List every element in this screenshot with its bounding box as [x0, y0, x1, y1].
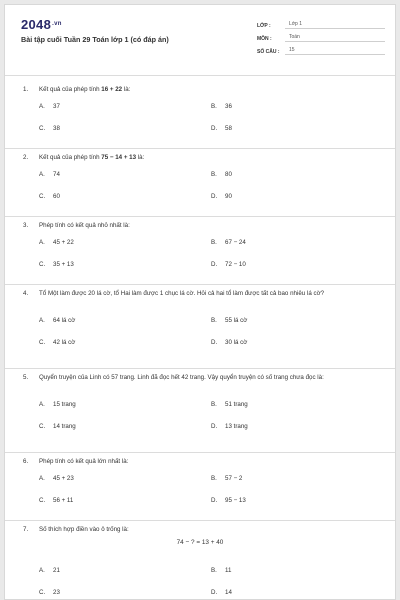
question-stem [23, 457, 381, 467]
answer-option-c[interactable] [39, 193, 60, 200]
worksheet-meta [257, 18, 385, 57]
option-letter: B. [211, 317, 217, 324]
answer-option-c[interactable] [39, 423, 76, 430]
option-text: 80 [225, 171, 232, 178]
option-letter: D. [211, 589, 218, 596]
meta-value: Lớp 1 [285, 21, 385, 29]
option-text: 36 [225, 103, 232, 110]
option-letter: C. [39, 125, 46, 132]
question-number: 3. [23, 222, 29, 229]
answer-option-d[interactable] [211, 193, 232, 200]
question-text [39, 289, 381, 299]
question-text [39, 221, 381, 231]
answer-option-c[interactable] [39, 497, 73, 504]
option-text: 51 trang [225, 401, 248, 408]
option-text: 15 trang [53, 401, 76, 408]
meta-value: 15 [285, 47, 385, 55]
meta-label: MÔN : [257, 36, 272, 42]
question-1 [5, 81, 395, 149]
meta-label: LỚP : [257, 23, 271, 29]
answer-option-a[interactable] [39, 567, 60, 574]
question-stem [23, 221, 381, 231]
option-text: 56 + 11 [53, 497, 74, 504]
option-text: 58 [225, 125, 232, 132]
question-text [39, 457, 381, 467]
answer-option-d[interactable] [211, 339, 247, 346]
option-letter: D. [211, 423, 218, 430]
answer-option-a[interactable] [39, 171, 60, 178]
logo-number: 2048 [21, 17, 52, 32]
question-number: 7. [23, 526, 29, 533]
option-text: 64 lá cờ [53, 317, 76, 324]
header-divider [5, 75, 395, 76]
question-3 [5, 217, 395, 285]
option-text: 21 [53, 567, 60, 574]
answer-option-a[interactable] [39, 317, 75, 324]
option-letter: B. [211, 401, 217, 408]
question-stem [23, 525, 381, 535]
option-text: 67 − 24 [225, 239, 246, 246]
question-6 [5, 453, 395, 521]
option-letter: C. [39, 193, 46, 200]
option-text: 45 + 23 [53, 475, 74, 482]
option-text: 60 [53, 193, 60, 200]
question-text-pre: Phép tính có kết quả nhỏ nhất là: [39, 222, 130, 229]
option-text: 23 [53, 589, 60, 596]
answer-option-b[interactable] [211, 401, 248, 408]
answer-option-d[interactable] [211, 261, 246, 268]
question-expression: 74 − ? = 13 + 40 [176, 539, 224, 546]
answer-option-a[interactable] [39, 103, 60, 110]
question-text-pre: Kết quả của phép tính [39, 154, 102, 161]
answer-option-b[interactable] [211, 239, 246, 246]
question-text-bold: 75 − 14 + 13 [101, 154, 137, 161]
option-letter: B. [211, 239, 217, 246]
question-text [39, 373, 381, 383]
question-text [39, 85, 381, 95]
option-letter: C. [39, 589, 46, 596]
answer-option-b[interactable] [211, 171, 232, 178]
option-letter: D. [211, 193, 218, 200]
question-number: 4. [23, 290, 29, 297]
option-letter: D. [211, 339, 218, 346]
option-text: 72 − 10 [225, 261, 246, 268]
answer-option-a[interactable] [39, 475, 74, 482]
option-letter: C. [39, 339, 46, 346]
question-number: 6. [23, 458, 29, 465]
option-text: 37 [53, 103, 60, 110]
question-text-post: là: [122, 86, 131, 93]
option-text: 35 + 13 [53, 261, 74, 268]
logo-tld: .vn [52, 21, 62, 27]
option-text: 57 − 2 [225, 475, 243, 482]
question-text-pre: Số thích hợp điền vào ô trống là: [39, 526, 129, 533]
question-number: 1. [23, 86, 29, 93]
question-stem [23, 373, 381, 383]
answer-option-b[interactable] [211, 475, 242, 482]
question-7 [5, 521, 395, 600]
answer-option-d[interactable] [211, 423, 248, 430]
option-letter: A. [39, 171, 45, 178]
question-stem [23, 153, 381, 163]
answer-option-c[interactable] [39, 339, 75, 346]
option-letter: B. [211, 103, 217, 110]
option-text: 14 [225, 589, 232, 596]
worksheet-header [5, 5, 395, 63]
answer-option-a[interactable] [39, 401, 76, 408]
answer-option-b[interactable] [211, 317, 247, 324]
option-letter: D. [211, 125, 218, 132]
question-text-pre: Tổ Một làm được 20 lá cờ, tổ Hai làm được 1 chục lá cờ. Hỏi cả hai tổ làm được tất cả bao nhiêu lá cờ? [39, 290, 325, 297]
question-5 [5, 369, 395, 453]
question-number: 2. [23, 154, 29, 161]
question-stem [23, 289, 381, 299]
worksheet-page [4, 4, 396, 600]
answer-option-a[interactable] [39, 239, 74, 246]
question-text-pre: Kết quả của phép tính [39, 86, 102, 93]
answer-option-d[interactable] [211, 589, 232, 596]
answer-option-b[interactable] [211, 103, 232, 110]
option-text: 14 trang [53, 423, 76, 430]
option-text: 11 [225, 567, 232, 574]
answer-option-c[interactable] [39, 589, 60, 596]
question-text [39, 525, 381, 535]
question-text-pre: Phép tính có kết quả lớn nhất là: [39, 458, 129, 465]
question-number: 5. [23, 374, 29, 381]
answer-option-d[interactable] [211, 125, 232, 132]
option-letter: B. [211, 475, 217, 482]
option-letter: A. [39, 239, 45, 246]
option-letter: A. [39, 567, 45, 574]
question-4 [5, 285, 395, 369]
question-text-pre: Quyển truyện của Linh có 57 trang. Linh đã đọc hết 42 trang. Vậy quyển truyện có số trang chưa đọc là: [39, 374, 324, 381]
option-letter: B. [211, 171, 217, 178]
option-letter: B. [211, 567, 217, 574]
answer-option-b[interactable] [211, 567, 231, 574]
option-text: 45 + 22 [53, 239, 74, 246]
option-letter: C. [39, 261, 46, 268]
option-text: 38 [53, 125, 60, 132]
answer-option-c[interactable] [39, 125, 60, 132]
option-letter: D. [211, 261, 218, 268]
option-text: 90 [225, 193, 232, 200]
worksheet-title: Bài tập cuối Tuần 29 Toán lớp 1 (có đáp án) [21, 35, 169, 44]
option-letter: A. [39, 475, 45, 482]
question-text-post: là: [136, 154, 145, 161]
question-text [39, 153, 381, 163]
option-letter: A. [39, 103, 45, 110]
answer-option-c[interactable] [39, 261, 74, 268]
option-text: 13 trang [225, 423, 248, 430]
option-text: 42 lá cờ [53, 339, 76, 346]
option-letter: D. [211, 497, 218, 504]
answer-option-d[interactable] [211, 497, 246, 504]
option-text: 74 [53, 171, 60, 178]
meta-label: SỐ CÂU : [257, 49, 280, 55]
question-text-bold: 16 + 22 [101, 86, 123, 93]
option-letter: C. [39, 497, 46, 504]
meta-value: Toán [285, 34, 385, 42]
option-text: 95 − 13 [225, 497, 246, 504]
option-text: 55 lá cờ [225, 317, 248, 324]
meta-row-count [257, 44, 385, 55]
meta-row-subject [257, 31, 385, 42]
question-stem [23, 85, 381, 95]
option-letter: C. [39, 423, 46, 430]
option-text: 30 lá cờ [225, 339, 248, 346]
meta-row-class [257, 18, 385, 29]
option-letter: A. [39, 317, 45, 324]
option-letter: A. [39, 401, 45, 408]
question-2 [5, 149, 395, 217]
